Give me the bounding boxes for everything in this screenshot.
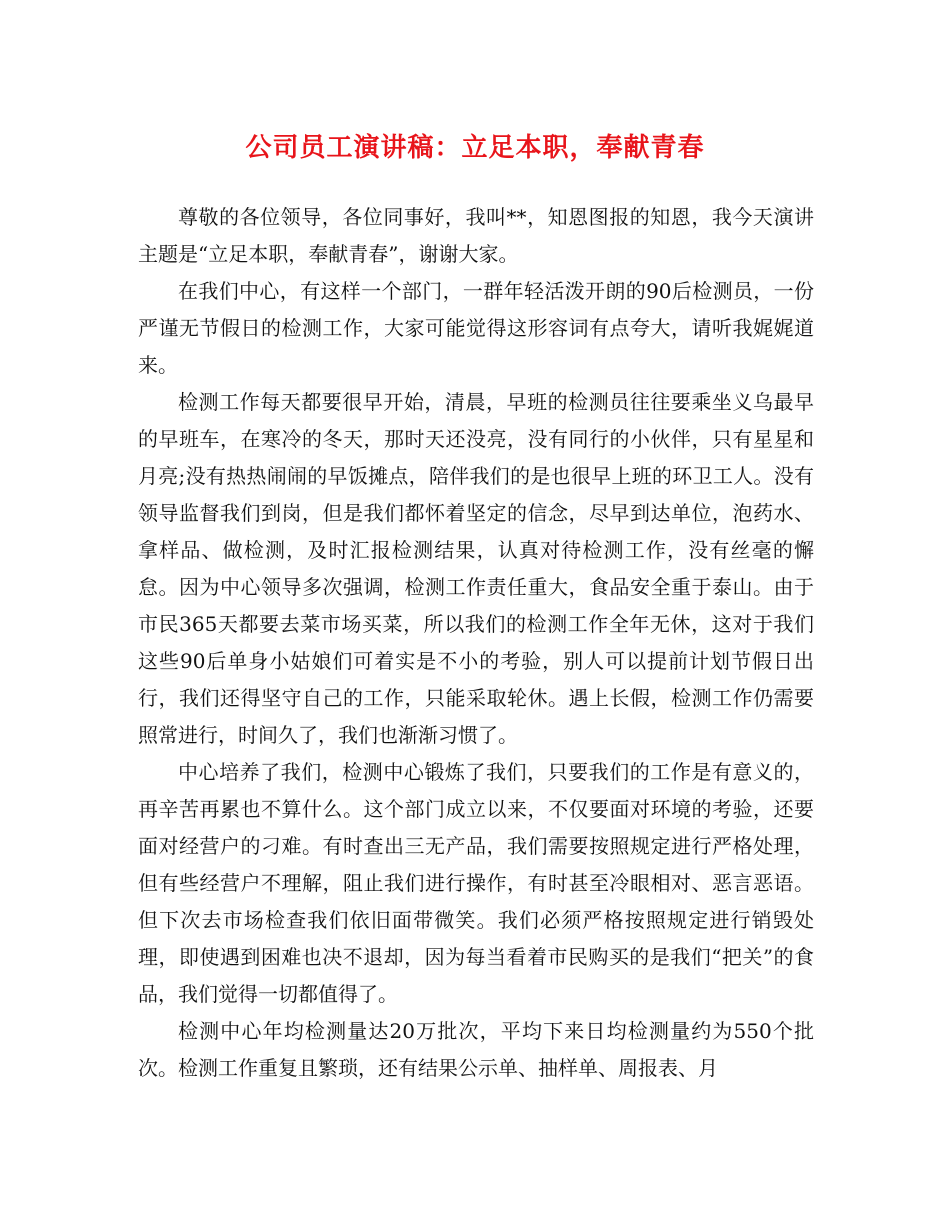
- paragraph-greeting: 尊敬的各位领导，各位同事好，我叫**，知恩图报的知恩，我今天演讲主题是“立足本职，奉献青春”，谢谢大家。: [138, 205, 814, 266]
- document-title: 公司员工演讲稿：立足本职，奉献青春: [245, 133, 705, 163]
- paragraph-department-intro: 在我们中心，有这样一个部门，一群年轻活泼开朗的90后检测员，一份严谨无节假日的检测工作，大家可能觉得这形容词有点夸大，请听我娓娓道来。: [138, 279, 814, 377]
- paragraph-center-training: 中心培养了我们，检测中心锻炼了我们，只要我们的工作是有意义的，再辛苦再累也不算什么。这个部门成立以来，不仅要面对环境的考验，还要面对经营户的刁难。有时查出三无产品，我们需要按照规定进行严格处理，但有些经营户不理解，阻止我们进行操作，有时甚至冷眼相对、恶言恶语。但下次去市场检查我们依旧面带微笑。我们必须严格按照规定进行销毁处理，即使遇到困难也决不退却，因为每当看着市民购买的是我们“把关”的食品，我们觉得一切都值得了。: [138, 760, 814, 1006]
- paragraph-detection-volume: 检测中心年均检测量达20万批次，平均下来日均检测量约为550个批次。检测工作重复且繁琐，还有结果公示单、抽样单、周报表、月: [138, 1019, 814, 1080]
- paragraph-daily-work: 检测工作每天都要很早开始，清晨，早班的检测员往往要乘坐义乌最早的早班车，在寒冷的冬天，那时天还没亮，没有同行的小伙伴，只有星星和月亮;没有热热闹闹的早饭摊点，陪伴我们的是也很早上班的环卫工人。没有领导监督我们到岗，但是我们都怀着坚定的信念，尽早到达单位，泡药水、拿样品、做检测，及时汇报检测结果，认真对待检测工作，没有丝毫的懈怠。因为中心领导多次强调，检测工作责任重大，食品安全重于泰山。由于市民365天都要去菜市场买菜，所以我们的检测工作全年无休，这对于我们这些90后单身小姑娘们可着实是不小的考验，别人可以提前计划节假日出行，我们还得坚守自己的工作，只能采取轮休。遇上长假，检测工作仍需要照常进行，时间久了，我们也渐渐习惯了。: [138, 390, 814, 747]
- document-body: [138, 199, 814, 1087]
